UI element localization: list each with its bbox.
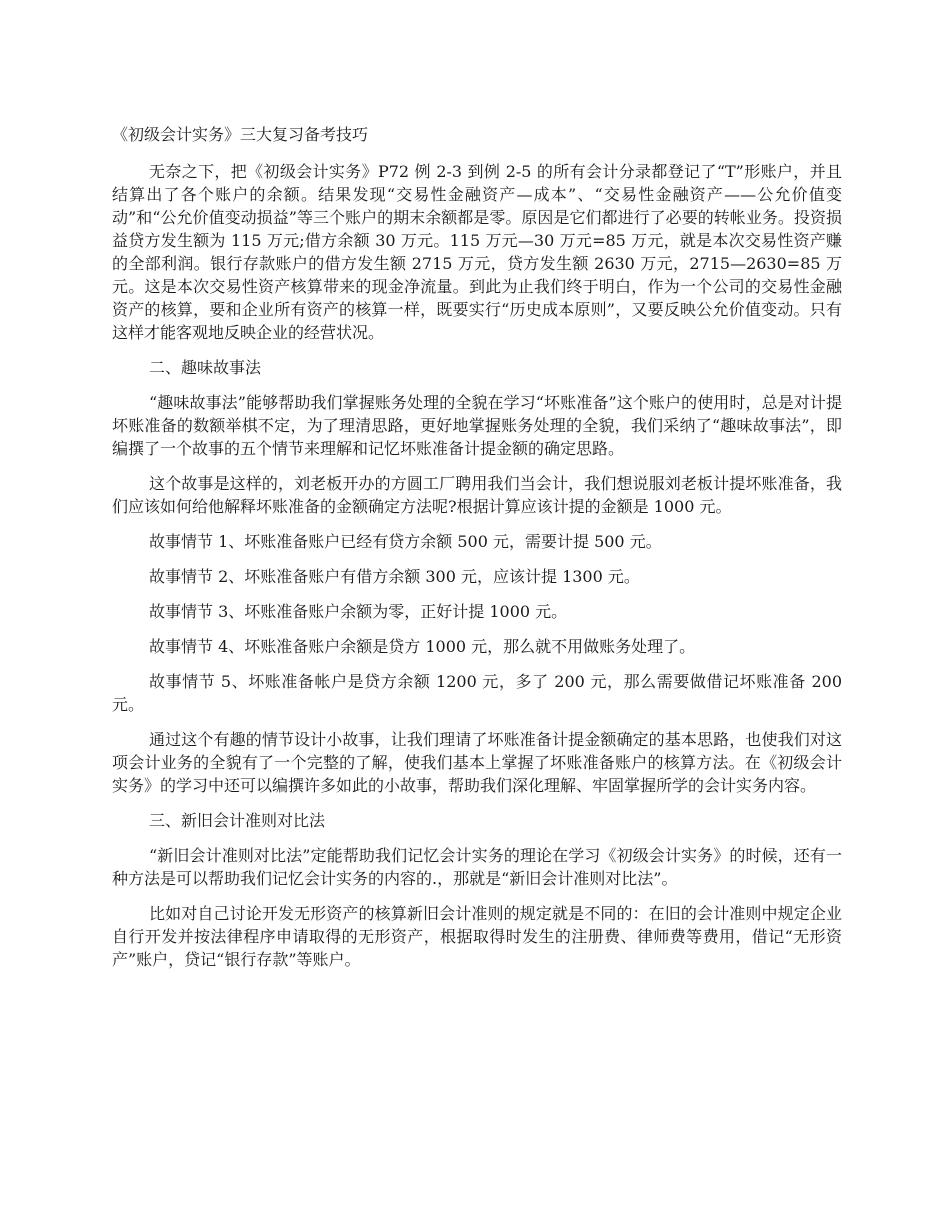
paragraph-comparison-example: 比如对自己讨论开发无形资产的核算新旧会计准则的规定就是不同的：在旧的会计准则中规定企业自行开发并按法律程序申请取得的无形资产，根据取得时发生的注册费、律师费等费用，借记“无形资产”账户，贷记“银行存款”等账户。	[112, 904, 842, 969]
paragraph-story-plot-5: 故事情节 5、坏账准备帐户是贷方余额 1200 元，多了 200 元，那么需要做借记坏账准备 200 元。	[112, 672, 842, 714]
paragraph-comparison-intro: “新旧会计准则对比法”定能帮助我们记忆会计实务的理论在学习《初级会计实务》的时候，还有一种方法是可以帮助我们记忆会计实务的内容的.，那就是“新旧会计准则对比法”。	[112, 846, 842, 888]
section-heading-story-method: 二、趣味故事法	[149, 358, 262, 377]
paragraph-transfer-result: 无奈之下，把《初级会计实务》P72 例 2-3 到例 2-5 的所有会计分录都登记了“T”形账户，并且结算出了各个账户的余额。结果发现“交易性金融资产—成本”、“交易性金融资产——公允价值变动”和“公允价值变动损益”等三个账户的期末余额都是零。原因是它们都进行了必要的转帐业务。投资损益贷方发生额为 115 万元;借方余额 30 万元。115 万元—30 万元=85 万元，就是本次交易性资产赚的全部利润。银行存款账户的借方发生额 2715 万元，贷方发生额 2630 万元，2715—2630=85 万元。这是本次交易性资产核算带来的现金净流量。到此为止我们终于明白，作为一个公司的交易性金融资产的核算，要和企业所有资产的核算一样，既要实行“历史成本原则”，又要反映公允价值变动。只有这样才能客观地反映企业的经营状况。	[112, 162, 842, 342]
paragraph-story-plot-3: 故事情节 3、坏账准备账户余额为零，正好计提 1000 元。	[149, 602, 568, 621]
section-heading-comparison-method: 三、新旧会计准则对比法	[149, 811, 326, 830]
paragraph-story-plot-2: 故事情节 2、坏账准备账户有借方余额 300 元，应该计提 1300 元。	[149, 567, 640, 586]
paragraph-story-setup: 这个故事是这样的，刘老板开办的方圆工厂聘用我们当会计，我们想说服刘老板计提坏账准备，我们应该如何给他解释坏账准备的金额确定方法呢?根据计算应该计提的金额是 1000 元。	[112, 474, 842, 516]
paragraph-story-plot-1: 故事情节 1、坏账准备账户已经有贷方余额 500 元，需要计提 500 元。	[149, 532, 662, 551]
paragraph-story-summary: 通过这个有趣的情节设计小故事，让我们理请了坏账准备计提金额确定的基本思路，也使我们对这项会计业务的全貌有了一个完整的了解，使我们基本上掌握了坏账准备账户的核算方法。在《初级会计实务》的学习中还可以编撰许多如此的小故事，帮助我们深化理解、牢固掌握所学的会计实务内容。	[112, 730, 842, 795]
document-title: 《初级会计实务》三大复习备考技巧	[112, 125, 369, 144]
document-page	[112, 123, 842, 983]
paragraph-story-plot-4: 故事情节 4、坏账准备账户余额是贷方 1000 元，那么就不用做账务处理了。	[149, 637, 696, 656]
paragraph-story-method-intro: “趣味故事法”能够帮助我们掌握账务处理的全貌在学习“坏账准备”这个账户的使用时，总是对计提坏账准备的数额举棋不定，为了理清思路，更好地掌握账务处理的全貌，我们采纳了“趣味故事法”，即编撰了一个故事的五个情节来理解和记忆坏账准备计提金额的确定思路。	[112, 393, 842, 458]
